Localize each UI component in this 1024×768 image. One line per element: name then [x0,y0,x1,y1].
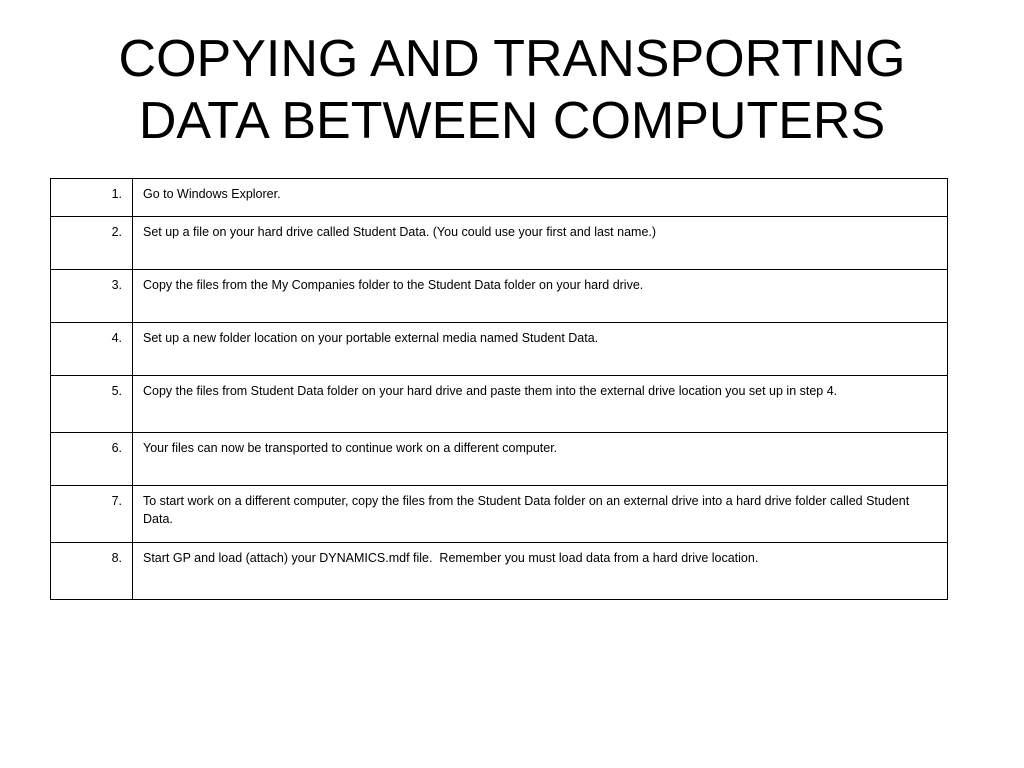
table-row [51,217,948,270]
title-line-2: DATA BETWEEN COMPUTERS [138,92,886,150]
table-row [51,376,948,433]
step-number: 2. [51,217,133,270]
step-text: To start work on a different computer, copy the files from the Student Data folder on an external drive into a hard drive folder called Student Data. [133,486,948,543]
step-number: 5. [51,376,133,433]
steps-table [50,178,948,600]
step-text: Copy the files from the My Companies folder to the Student Data folder on your hard drive. [133,270,948,323]
title-line-1: COPYING AND TRANSPORTING [118,30,906,88]
step-text: Copy the files from Student Data folder on your hard drive and paste them into the external drive location you set up in step 4. [133,376,948,433]
table-row [51,323,948,376]
step-number: 6. [51,433,133,486]
step-number: 3. [51,270,133,323]
table-row [51,433,948,486]
step-number: 8. [51,543,133,600]
page-title [0,28,1024,152]
step-number: 1. [51,179,133,217]
step-text: Start GP and load (attach) your DYNAMICS.mdf file. Remember you must load data from a hard drive location. [133,543,948,600]
step-text: Your files can now be transported to continue work on a different computer. [133,433,948,486]
step-number: 4. [51,323,133,376]
table-row [51,486,948,543]
step-text: Set up a file on your hard drive called Student Data. (You could use your first and last name.) [133,217,948,270]
step-text: Go to Windows Explorer. [133,179,948,217]
step-number: 7. [51,486,133,543]
step-text: Set up a new folder location on your portable external media named Student Data. [133,323,948,376]
table-row [51,543,948,600]
table-row [51,270,948,323]
table-row [51,179,948,217]
